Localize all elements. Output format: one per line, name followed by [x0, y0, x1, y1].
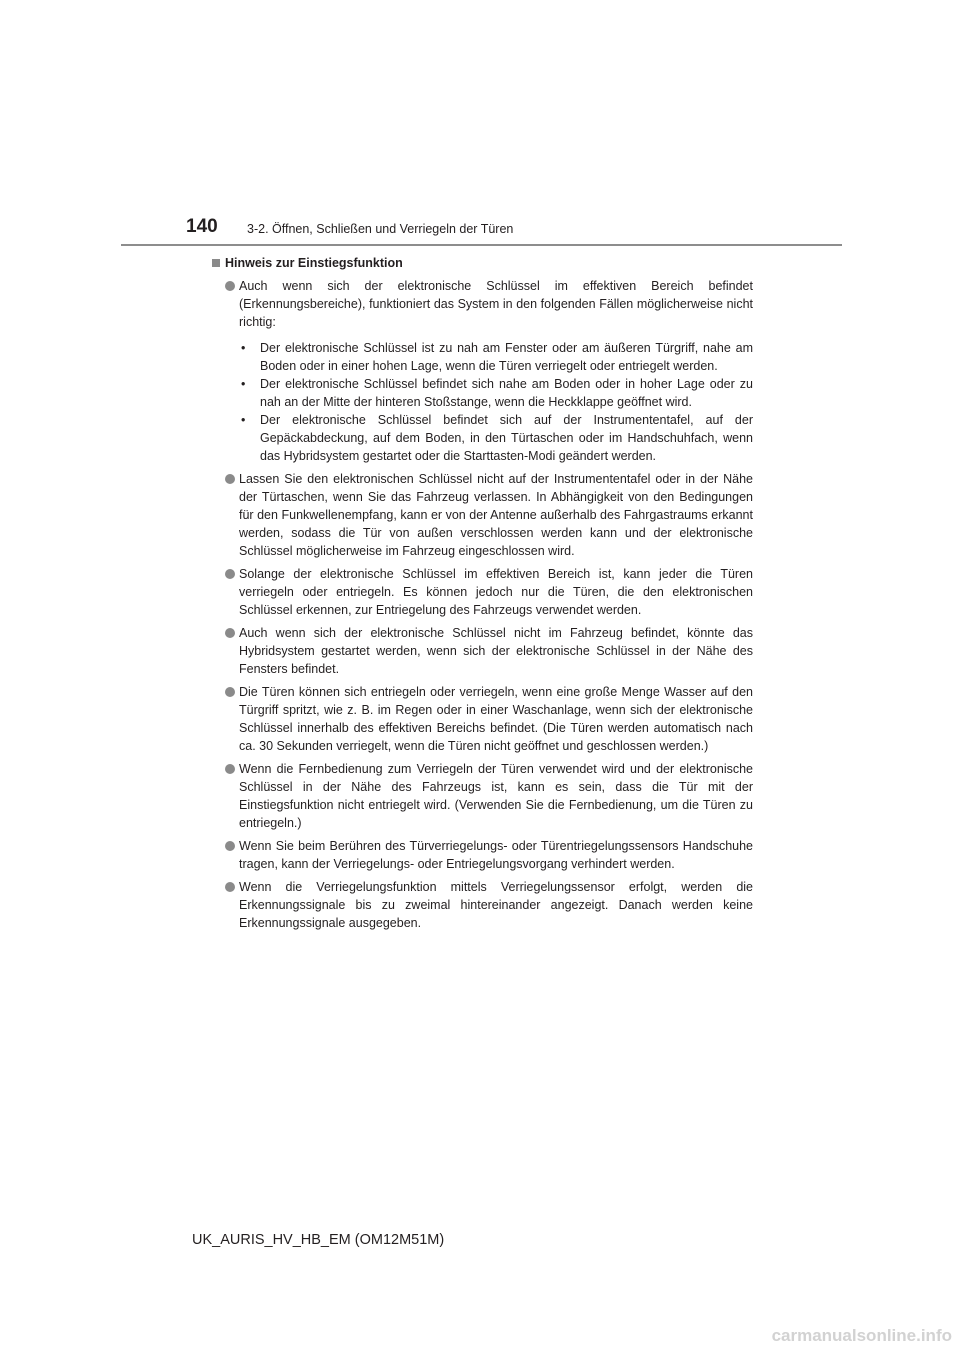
list-item	[212, 760, 753, 832]
list-item	[212, 624, 753, 678]
sub-list	[239, 339, 753, 465]
sub-list-item	[239, 375, 753, 411]
sub-list-item-text: Der elektronische Schlüssel befindet sich auf der Instrumententafel, auf der Gepäckabdeckung, auf dem Boden, in den Türtaschen oder im Handschuhfach, wenn das Hybridsystem gestartet oder die Starttasten-Modi geändert werden.	[260, 413, 753, 463]
round-bullet-icon	[225, 841, 235, 851]
sub-list-item	[239, 411, 753, 465]
section-heading-text: Hinweis zur Einstiegsfunktion	[225, 256, 403, 270]
list-item-text: Wenn Sie beim Berühren des Türverriegelungs- oder Türentriegelungssensors Handschuhe tragen, kann der Verriegelungs- oder Entriegelungsvorgang verhindert werden.	[239, 839, 753, 871]
list-item	[212, 878, 753, 932]
page-number: 140	[186, 216, 218, 237]
list-item-text: Solange der elektronische Schlüssel im effektiven Bereich ist, kann jeder die Türen verriegeln oder entriegeln. Es können jedoch nur die Türen, die den elektronischen Schlüssel erkennen, zur Entriegelung des Fahrzeugs verwendet werden.	[239, 567, 753, 617]
list-item	[212, 277, 753, 465]
list-item-text: Die Türen können sich entriegeln oder verriegeln, wenn eine große Menge Wasser auf den Türgriff spritzt, wie z. B. im Regen oder in einer Waschanlage, wenn sich der elektronische Schlüssel innerhalb des effektiven Bereichs befindet. (Die Türen werden automatisch nach ca. 30 Sekunden verriegelt, wenn die Türen nicht geöffnet und geschlossen werden.)	[239, 685, 753, 753]
footer-code: UK_AURIS_HV_HB_EM (OM12M51M)	[192, 1232, 445, 1248]
section-heading	[212, 254, 753, 272]
list-item-text: Lassen Sie den elektronischen Schlüssel nicht auf der Instrumententafel oder in der Nähe der Türtaschen, wenn Sie das Fahrzeug verlassen. In Abhängigkeit von den Bedingungen für den Funkwellenempfang, kann er von der Antenne außerhalb des Fahrgastraums erkannt werden, sodass die Tür von außen verschlossen werden kann und der elektronische Schlüssel möglicherweise im Fahrzeug eingeschlossen wird.	[239, 472, 753, 558]
list-item	[212, 470, 753, 560]
list-item-text: Auch wenn sich der elektronische Schlüssel im effektiven Bereich befindet (Erkennungsbereiche), funktioniert das System in den folgenden Fällen möglicherweise nicht richtig:	[239, 279, 753, 329]
list-item	[212, 565, 753, 619]
main-content	[212, 254, 753, 937]
dot-bullet-icon: •	[241, 377, 246, 391]
round-bullet-icon	[225, 687, 235, 697]
list-item	[212, 837, 753, 873]
round-bullet-icon	[225, 882, 235, 892]
sub-list-item-text: Der elektronische Schlüssel ist zu nah am Fenster oder am äußeren Türgriff, nahe am Boden oder in einer hohen Lage, wenn die Türen verriegelt oder entriegelt werden.	[260, 341, 753, 373]
header-divider	[121, 244, 842, 246]
round-bullet-icon	[225, 569, 235, 579]
watermark: carmanualsonline.info	[771, 1326, 952, 1345]
list-item-text: Auch wenn sich der elektronische Schlüssel nicht im Fahrzeug befindet, könnte das Hybridsystem gestartet werden, wenn sich der elektronische Schlüssel in der Nähe des Fensters befindet.	[239, 626, 753, 676]
list-item	[212, 683, 753, 755]
round-bullet-icon	[225, 474, 235, 484]
dot-bullet-icon: •	[241, 341, 246, 355]
round-bullet-icon	[225, 628, 235, 638]
sub-list-item-text: Der elektronische Schlüssel befindet sich nahe am Boden oder in hoher Lage oder zu nah an der Mitte der hinteren Stoßstange, wenn die Heckklappe geöffnet wird.	[260, 377, 753, 409]
list-item-text: Wenn die Verriegelungsfunktion mittels Verriegelungssensor erfolgt, werden die Erkennungssignale bis zu zweimal hintereinander angezeigt. Danach werden keine Erkennungssignale ausgegeben.	[239, 880, 753, 930]
dot-bullet-icon: •	[241, 413, 246, 427]
square-bullet-icon	[212, 259, 220, 267]
section-title: 3-2. Öffnen, Schließen und Verriegeln der Türen	[247, 222, 514, 236]
round-bullet-icon	[225, 281, 235, 291]
round-bullet-icon	[225, 764, 235, 774]
list-item-text: Wenn die Fernbedienung zum Verriegeln der Türen verwendet wird und der elektronische Schlüssel in der Nähe des Fahrzeugs ist, kann es sein, dass die Tür mit der Einstiegsfunktion nicht entriegelt wird. (Verwenden Sie die Fernbedienung, um die Türen zu entriegeln.)	[239, 762, 753, 830]
sub-list-item	[239, 339, 753, 375]
